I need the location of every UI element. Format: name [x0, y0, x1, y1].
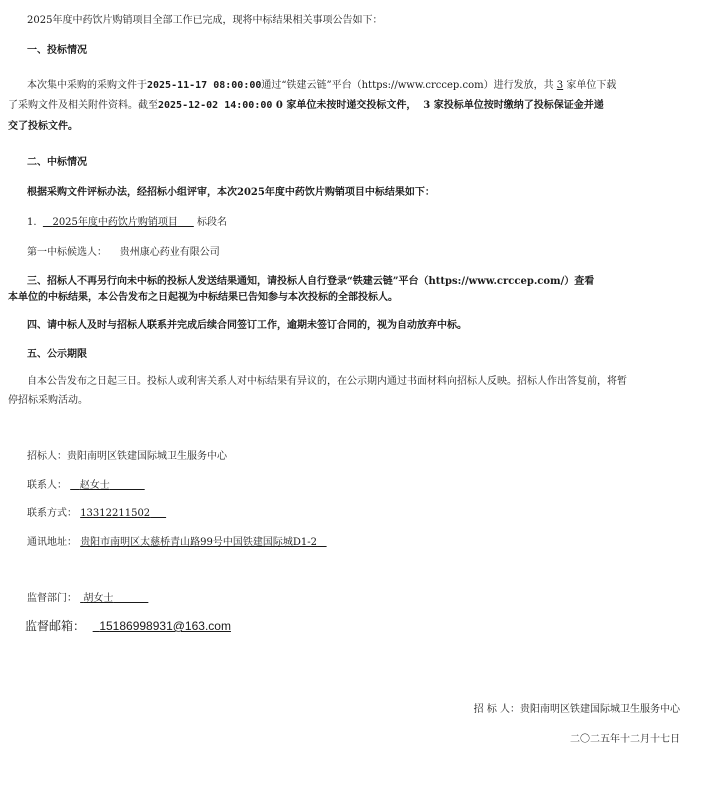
section-heading-award: 二、中标情况	[27, 157, 87, 168]
lot-item	[27, 216, 227, 230]
contact-label: 联系人：	[27, 480, 67, 491]
bidding-para-line-2: 了采购文件及相关附件资料。截至2025-12-02 14:00:00 0 家单位未按时递交投标文件， 3 家投标单位按时缴纳了投标保证金并递	[8, 100, 604, 111]
supervisor-label: 监督部门：	[27, 593, 77, 604]
address-value: 贵阳市南明区太慈桥青山路99号中国铁建国际城D1-2	[80, 537, 318, 548]
contact-value: 赵女士	[79, 480, 110, 491]
notice-line-1: 三、招标人不再另行向未中标的投标人发送结果通知，请投标人自行登录“铁建云链”平台（https://www.crccep.com/）查看	[27, 276, 595, 287]
footer-value: 贵阳南明区铁建国际城卫生服务中心	[520, 704, 680, 715]
email-label: 监督邮箱：	[25, 619, 86, 633]
ontime-count: 3	[423, 100, 431, 111]
lot-suffix: 标段名	[197, 217, 227, 228]
supervisor-value: 胡女士	[83, 593, 114, 604]
candidate-label: 第一中标候选人：	[27, 247, 107, 258]
candidate-value: 贵州康心药业有限公司	[119, 247, 220, 258]
first-candidate	[27, 246, 220, 260]
email-row	[25, 618, 231, 634]
section-heading-period: 五、公示期限	[27, 349, 87, 360]
address-row	[27, 536, 327, 550]
address-label: 通讯地址：	[27, 537, 77, 548]
bidding-para-line-1: 本次集中采购的采购文件于2025-11-17 08:00:00通过“铁建云链”平台（https://www.crccep.com）进行发放，共 3 家单位下载	[27, 80, 617, 91]
issue-time: 2025-11-17 08:00:00	[147, 80, 262, 91]
section-heading-bidding: 一、投标情况	[27, 45, 87, 56]
late-count: 0	[275, 100, 283, 111]
tenderer-value: 贵阳南明区铁建国际城卫生服务中心	[67, 451, 227, 462]
deadline-time: 2025-12-02 14:00:00	[158, 100, 273, 111]
email-value[interactable]: 15186998931@163.com	[99, 619, 231, 633]
phone-row	[27, 507, 166, 521]
period-line-1: 自本公告发布之日起三日。投标人或利害关系人对中标结果有异议的，在公示期内通过书面材料向招标人反映。招标人作出答复前，将暂	[27, 376, 627, 387]
lot-name: 2025年度中药饮片购销项目	[52, 217, 178, 228]
intro-text: 全部工作已完成，现将中标结果相关事项公告如下：	[152, 15, 383, 26]
notice-line-2: 本单位的中标结果，本公告发布之日起视为中标结果已告知参与本次投标的全部投标人。	[8, 292, 398, 303]
tenderer-row	[27, 450, 227, 464]
phone-label: 联系方式：	[27, 508, 77, 519]
project-name: 2025年度中药饮片购销项目	[27, 15, 153, 26]
intro-line	[27, 14, 382, 28]
download-count: 3	[556, 80, 564, 91]
bidding-para-line-3: 交了投标文件。	[8, 121, 78, 132]
supervisor-row	[27, 592, 148, 606]
footer-tenderer	[474, 703, 680, 717]
award-lead: 根据采购文件评标办法，经招标小组评审，本次2025年度中药饮片购销项目中标结果如下：	[27, 187, 435, 198]
contact-row	[27, 479, 145, 493]
footer-label: 招 标 人：	[473, 704, 520, 715]
tenderer-label: 招标人：	[27, 451, 67, 462]
phone-value: 13312211502	[80, 508, 151, 519]
footer-date: 二〇二五年十二月十七日	[570, 734, 680, 745]
contract-notice: 四、请中标人及时与招标人联系并完成后续合同签订工作，逾期未签订合同的，视为自动放弃中标。	[27, 320, 467, 331]
lot-number: 1.	[27, 217, 37, 228]
period-line-2: 停招标采购活动。	[8, 395, 88, 406]
